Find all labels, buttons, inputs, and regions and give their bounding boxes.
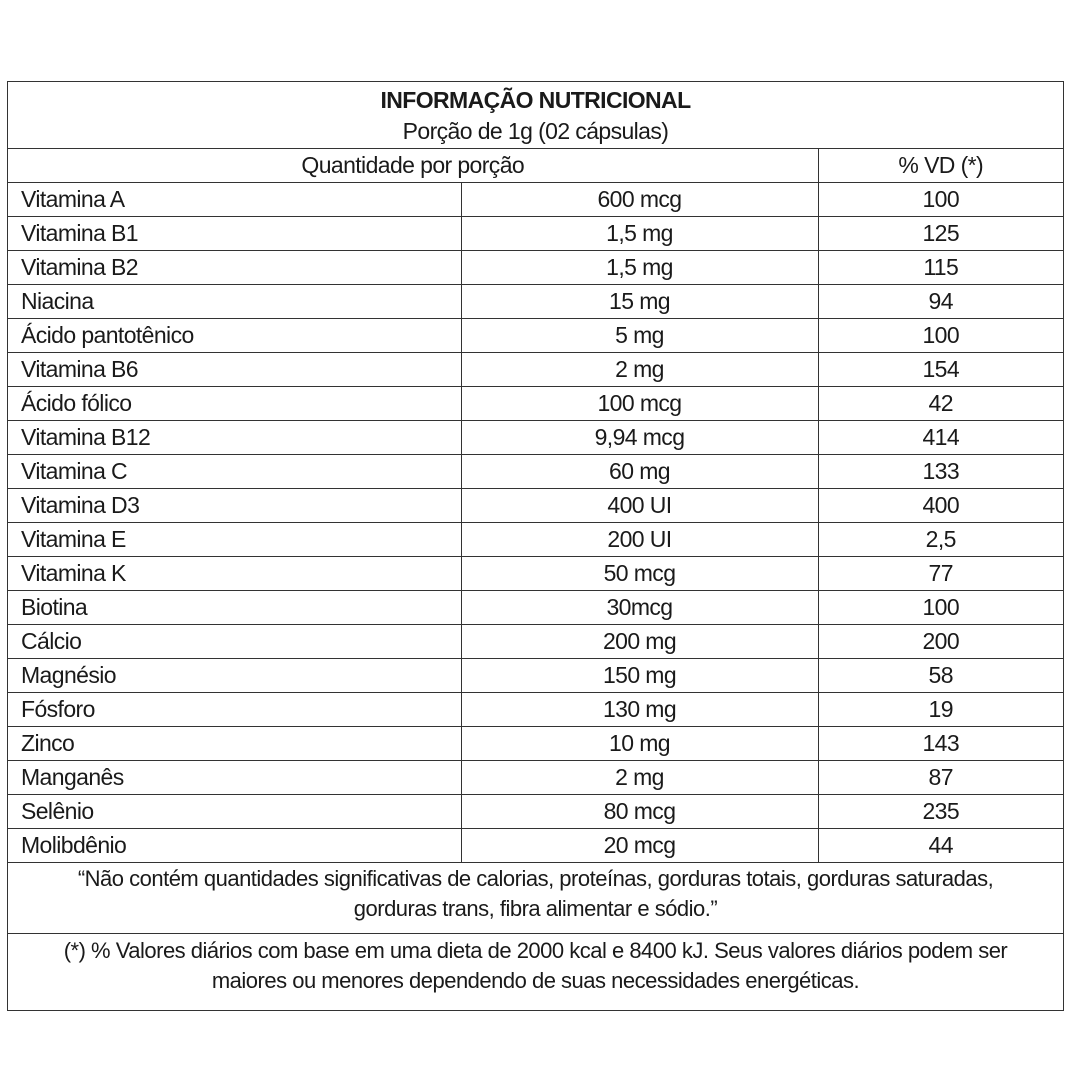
nutrient-amount: 60 mg	[461, 455, 818, 489]
nutrient-amount: 150 mg	[461, 659, 818, 693]
nutrient-amount: 600 mcg	[461, 183, 818, 217]
nutrient-name: Molibdênio	[8, 829, 461, 863]
table-row	[8, 489, 1063, 523]
table-row	[8, 693, 1063, 727]
nutrient-name: Vitamina B6	[8, 353, 461, 387]
nutrient-name: Biotina	[8, 591, 461, 625]
column-header-quantity: Quantidade por porção	[8, 149, 818, 183]
nutrient-vd: 143	[818, 727, 1063, 761]
table-row	[8, 557, 1063, 591]
nutrient-amount: 100 mcg	[461, 387, 818, 421]
table-row	[8, 829, 1063, 863]
table-row	[8, 523, 1063, 557]
nutrient-name: Vitamina B2	[8, 251, 461, 285]
table-row	[8, 353, 1063, 387]
nutrient-vd: 133	[818, 455, 1063, 489]
table-row	[8, 795, 1063, 829]
nutrient-vd: 100	[818, 591, 1063, 625]
nutrient-vd: 235	[818, 795, 1063, 829]
daily-values-footnote	[8, 934, 1063, 996]
table-row	[8, 319, 1063, 353]
nutrient-name: Cálcio	[8, 625, 461, 659]
nutrient-name: Vitamina E	[8, 523, 461, 557]
table-row	[8, 659, 1063, 693]
nutrient-vd: 414	[818, 421, 1063, 455]
nutrient-name: Vitamina D3	[8, 489, 461, 523]
nutrient-name: Selênio	[8, 795, 461, 829]
nutrient-vd: 58	[818, 659, 1063, 693]
table-row	[8, 761, 1063, 795]
nutrient-name: Zinco	[8, 727, 461, 761]
nutrient-amount: 400 UI	[461, 489, 818, 523]
nutrient-amount: 200 UI	[461, 523, 818, 557]
nutrient-name: Vitamina C	[8, 455, 461, 489]
nutrient-vd: 87	[818, 761, 1063, 795]
column-header-vd: % VD (*)	[818, 149, 1063, 183]
table-row	[8, 285, 1063, 319]
nutrient-amount: 1,5 mg	[461, 251, 818, 285]
column-header-row	[8, 149, 1063, 183]
nutrient-vd: 100	[818, 319, 1063, 353]
table-title: INFORMAÇÃO NUTRICIONAL	[380, 87, 691, 113]
nutrient-name: Vitamina A	[8, 183, 461, 217]
nutrient-amount: 5 mg	[461, 319, 818, 353]
nutrient-table	[8, 149, 1063, 863]
table-row	[8, 455, 1063, 489]
daily-values-footnote-line-2: maiores ou menores dependendo de suas necessidades energéticas.	[211, 968, 860, 993]
nutrient-amount: 10 mg	[461, 727, 818, 761]
nutrient-amount: 2 mg	[461, 353, 818, 387]
table-row	[8, 251, 1063, 285]
nutrient-vd: 77	[818, 557, 1063, 591]
nutrient-vd: 100	[818, 183, 1063, 217]
nutrition-facts-table	[7, 81, 1064, 1011]
nutrient-vd: 125	[818, 217, 1063, 251]
nutrient-amount: 130 mg	[461, 693, 818, 727]
table-row	[8, 591, 1063, 625]
daily-values-footnote-line-1: (*) % Valores diários com base em uma dieta de 2000 kcal e 8400 kJ. Seus valores diários podem ser	[63, 938, 1008, 963]
nutrient-amount: 80 mcg	[461, 795, 818, 829]
nutrient-rows	[8, 183, 1063, 863]
table-row	[8, 217, 1063, 251]
not-significant-note-line-2: gorduras trans, fibra alimentar e sódio.”	[353, 896, 718, 921]
nutrient-name: Vitamina B12	[8, 421, 461, 455]
nutrient-amount: 2 mg	[461, 761, 818, 795]
nutrient-vd: 19	[818, 693, 1063, 727]
nutrient-vd: 400	[818, 489, 1063, 523]
nutrient-name: Vitamina K	[8, 557, 461, 591]
serving-size: Porção de 1g (02 cápsulas)	[402, 118, 669, 144]
nutrient-amount: 9,94 mcg	[461, 421, 818, 455]
not-significant-note-line-1: “Não contém quantidades significativas de calorias, proteínas, gorduras totais, gorduras saturadas,	[77, 866, 994, 891]
nutrient-vd: 154	[818, 353, 1063, 387]
nutrient-name: Fósforo	[8, 693, 461, 727]
nutrient-amount: 1,5 mg	[461, 217, 818, 251]
table-row	[8, 183, 1063, 217]
nutrient-name: Ácido pantotênico	[8, 319, 461, 353]
table-row	[8, 387, 1063, 421]
nutrient-vd: 44	[818, 829, 1063, 863]
nutrient-amount: 200 mg	[461, 625, 818, 659]
not-significant-note	[8, 863, 1063, 934]
table-row	[8, 727, 1063, 761]
nutrient-amount: 15 mg	[461, 285, 818, 319]
nutrient-name: Magnésio	[8, 659, 461, 693]
nutrient-name: Niacina	[8, 285, 461, 319]
nutrient-amount: 50 mcg	[461, 557, 818, 591]
nutrient-vd: 42	[818, 387, 1063, 421]
nutrient-name: Ácido fólico	[8, 387, 461, 421]
nutrient-name: Vitamina B1	[8, 217, 461, 251]
nutrient-vd: 94	[818, 285, 1063, 319]
nutrient-name: Manganês	[8, 761, 461, 795]
table-header	[8, 82, 1063, 149]
table-row	[8, 421, 1063, 455]
nutrient-vd: 115	[818, 251, 1063, 285]
nutrient-vd: 200	[818, 625, 1063, 659]
nutrient-amount: 20 mcg	[461, 829, 818, 863]
table-row	[8, 625, 1063, 659]
nutrient-amount: 30mcg	[461, 591, 818, 625]
nutrient-vd: 2,5	[818, 523, 1063, 557]
